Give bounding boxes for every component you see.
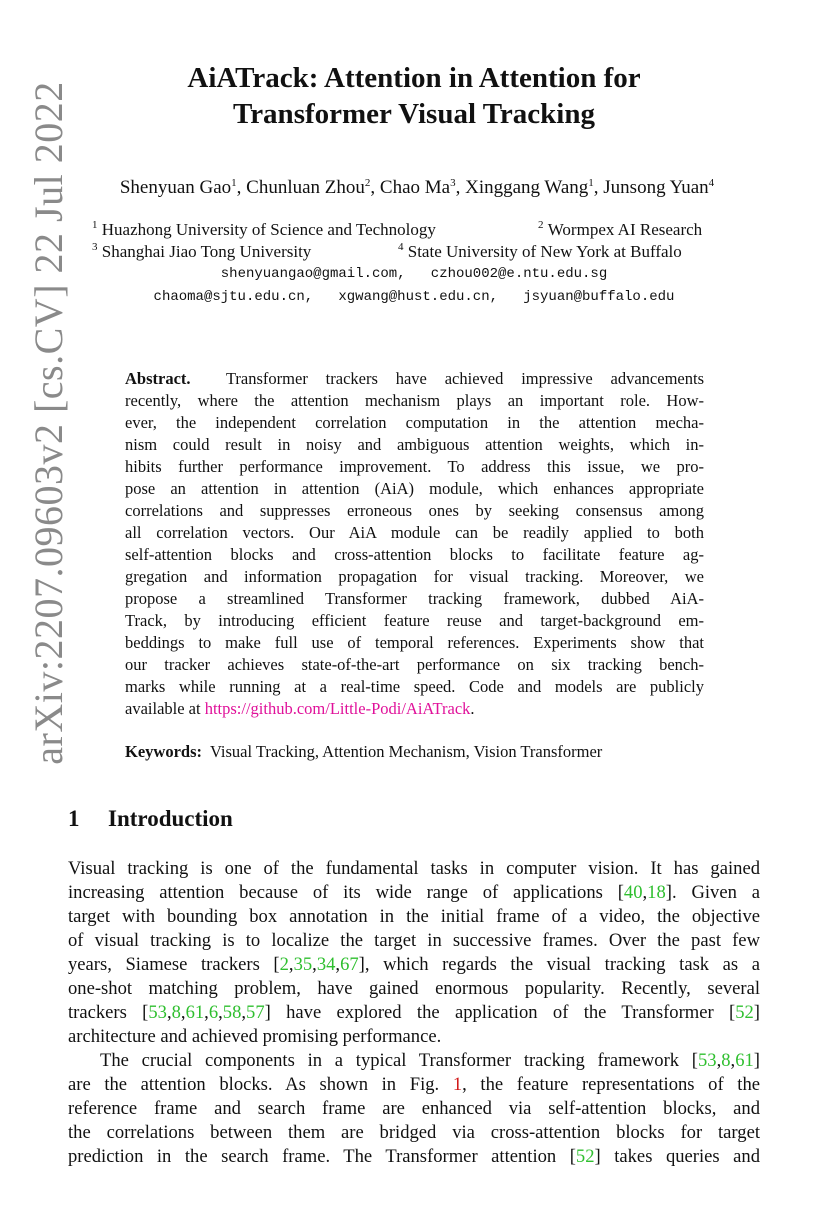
author-affiliation-mark: 3: [450, 177, 456, 189]
body-text-line: [68, 881, 760, 905]
abstract-line: ever, the independent correlation computation in the attention mecha-: [125, 413, 704, 432]
citation-link[interactable]: 61: [735, 1050, 754, 1071]
citation-link[interactable]: 52: [575, 1146, 595, 1167]
abstract-label: Abstract.: [125, 369, 191, 388]
citation-link[interactable]: 8: [721, 1050, 731, 1071]
author-affiliation-mark: 1: [231, 177, 237, 189]
body-text-line: [68, 1121, 760, 1145]
body-text-line: [68, 905, 760, 929]
citation-link[interactable]: 34: [316, 954, 336, 975]
title-line-1: AiATrack: Attention in Attention for: [187, 62, 641, 94]
body-text-line: [68, 1097, 760, 1121]
citation-link[interactable]: 58: [222, 1002, 242, 1023]
section-title: Introduction: [108, 806, 233, 831]
citation-link[interactable]: 53: [148, 1002, 167, 1023]
citation-link[interactable]: 40: [623, 882, 643, 903]
citation-link[interactable]: 2: [279, 954, 289, 975]
body-text-segment: , the feature representations of the: [462, 1074, 761, 1095]
body-text-line: [68, 1145, 760, 1169]
body-text-segment: ,: [180, 1002, 186, 1023]
body-text-segment: ]: [753, 1002, 760, 1023]
citation-link[interactable]: 52: [735, 1002, 754, 1023]
citation-link[interactable]: 6: [208, 1002, 219, 1023]
body-text-line: [68, 1073, 760, 1097]
email-line-2: chaoma@sjtu.edu.cn, xgwang@hust.edu.cn, jsyuan@buffalo.edu: [153, 289, 675, 305]
body-text-line: [68, 1025, 760, 1049]
author-name: Xinggang Wang: [465, 177, 589, 198]
body-text-segment: ] takes queries and: [594, 1146, 760, 1167]
affiliation-3: $^3$ Shanghai Jiao Tong University: [92, 241, 312, 261]
body-text-segment: architecture and achieved promising performance.: [68, 1026, 442, 1047]
abstract-line: our tracker achieves state-of-the-art performance on six tracking bench-: [125, 655, 704, 674]
figure-reference-link[interactable]: 1: [452, 1074, 463, 1095]
keywords-list: Visual Tracking, Attention Mechanism, Vision Transformer: [209, 742, 603, 761]
title-line-2: Transformer Visual Tracking: [233, 98, 595, 130]
abstract-line: gregation and information propagation for visual tracking. Moreover, we: [125, 567, 704, 586]
body-text-segment: ,: [204, 1002, 209, 1023]
body-text-segment: are the attention blocks. As shown in Fig.: [68, 1074, 453, 1095]
body-text-segment: The crucial components in a typical Transformer tracking framework [: [100, 1050, 698, 1071]
body-text-segment: ,: [312, 954, 317, 975]
body-text-segment: Visual tracking is one of the fundamental tasks in computer vision. It has gained: [68, 858, 760, 879]
section-heading-introduction: [68, 804, 233, 834]
citation-link[interactable]: 67: [340, 954, 359, 975]
affiliation-2: $^2$ Wormpex AI Research: [538, 219, 703, 239]
body-text-segment: ], which regards the visual tracking task as a: [358, 954, 760, 975]
body-text-segment: one-shot matching problem, have gained enormous popularity. Recently, several: [68, 978, 760, 999]
author-name: Chao Ma: [379, 177, 451, 198]
email-line-1: shenyuangao@gmail.com, czhou002@e.ntu.edu.sg: [220, 266, 608, 282]
body-text-segment: prediction in the search frame. The Transformer attention [: [68, 1146, 576, 1167]
keywords-label: Keywords:: [125, 742, 202, 761]
body-text-line: [68, 1001, 760, 1025]
body-text-segment: ] have explored the application of the Transformer [: [264, 1002, 736, 1023]
abstract-line: self-attention blocks and cross-attention blocks to facilitate feature ag-: [125, 545, 704, 564]
abstract-line: nism could result in noisy and ambiguous attention weights, which in-: [125, 435, 704, 454]
body-text-segment: the correlations between them are bridged via cross-attention blocks for target: [68, 1122, 760, 1143]
abstract-line: beddings to make full use of temporal references. Experiments show that: [125, 633, 704, 652]
code-repository-link[interactable]: https://github.com/Little-Podi/AiATrack: [204, 699, 471, 718]
body-text-line: [68, 977, 760, 1001]
body-text-segment: ,: [288, 954, 294, 975]
paper-title: [0, 60, 828, 132]
arxiv-identifier: arXiv:2207.09603v2 [cs.CV] 22 Jul 2022: [26, 81, 71, 765]
abstract-line: recently, where the attention mechanism plays an important role. How-: [125, 391, 704, 410]
body-text-segment: ,: [642, 882, 648, 903]
citation-link[interactable]: 53: [698, 1050, 717, 1071]
abstract-line: pose an attention in attention (AiA) module, which enhances appropriate: [125, 479, 704, 498]
abstract-line: all correlation vectors. Our AiA module can be readily applied to both: [125, 523, 704, 542]
body-text-segment: increasing attention because of its wide range of applications [: [68, 882, 624, 903]
author-affiliation-mark: 4: [708, 177, 715, 189]
body-text-segment: ]: [753, 1050, 760, 1071]
abstract-line: propose a streamlined Transformer tracking framework, dubbed AiA-: [125, 589, 704, 608]
body-text-line: [68, 1049, 760, 1073]
body-text-line: [68, 953, 760, 977]
introduction-body: [68, 857, 760, 1169]
author-list: Shenyuan Gao$^1$, Chunluan Zhou$^2$, Chao Ma$^3$, Xinggang Wang$^1$, Junsong Yuan$^4$: [119, 177, 715, 198]
body-text-segment: years, Siamese trackers [: [68, 954, 280, 975]
keywords: [125, 741, 602, 763]
body-text-segment: ,: [335, 954, 341, 975]
citation-link[interactable]: 35: [293, 954, 313, 975]
body-text-segment: reference frame and search frame are enhanced via self-attention blocks, and: [68, 1098, 760, 1119]
body-text-segment: trackers [: [68, 1002, 149, 1023]
abstract-line: available at https://github.com/Little-Podi/AiATrack.: [125, 699, 475, 718]
citation-link[interactable]: 57: [246, 1002, 265, 1023]
body-text-segment: ,: [241, 1002, 247, 1023]
citation-link[interactable]: 61: [185, 1002, 205, 1023]
body-text-segment: ,: [218, 1002, 223, 1023]
abstract-line: hibits further performance improvement. To address this issue, we pro-: [125, 457, 704, 476]
citation-link[interactable]: 18: [647, 882, 666, 903]
section-number: 1: [68, 806, 80, 831]
author-name: Shenyuan Gao: [119, 177, 232, 198]
author-name: Chunluan Zhou: [246, 177, 365, 198]
abstract-line: Abstract. Transformer trackers have achieved impressive advancements: [125, 369, 704, 388]
author-affiliation-mark: 1: [588, 177, 594, 189]
abstract-line: correlations and suppresses erroneous ones by seeking consensus among: [125, 501, 704, 520]
affiliation-1: $^1$ Huazhong University of Science and Technology: [92, 219, 436, 239]
author-affiliation-mark: 2: [364, 177, 371, 189]
affiliation-4: $^4$ State University of New York at Buffalo: [398, 241, 682, 261]
author-name: Junsong Yuan: [603, 177, 709, 198]
abstract-line: marks while running at a real-time speed. Code and models are publicly: [125, 677, 704, 696]
body-text-segment: ,: [166, 1002, 172, 1023]
abstract-line: Track, by introducing efficient feature reuse and target-background em-: [125, 611, 704, 630]
body-text-segment: target with bounding box annotation in the initial frame of a video, the objective: [68, 906, 760, 927]
body-text-line: [68, 929, 760, 953]
body-text-segment: ]. Given a: [665, 882, 760, 903]
body-text-segment: of visual tracking is to localize the target in successive frames. Over the past few: [68, 930, 760, 951]
abstract: [125, 368, 704, 720]
body-text-segment: ,: [716, 1050, 722, 1071]
body-text-line: [68, 857, 760, 881]
body-text-segment: ,: [730, 1050, 736, 1071]
citation-link[interactable]: 8: [171, 1002, 181, 1023]
